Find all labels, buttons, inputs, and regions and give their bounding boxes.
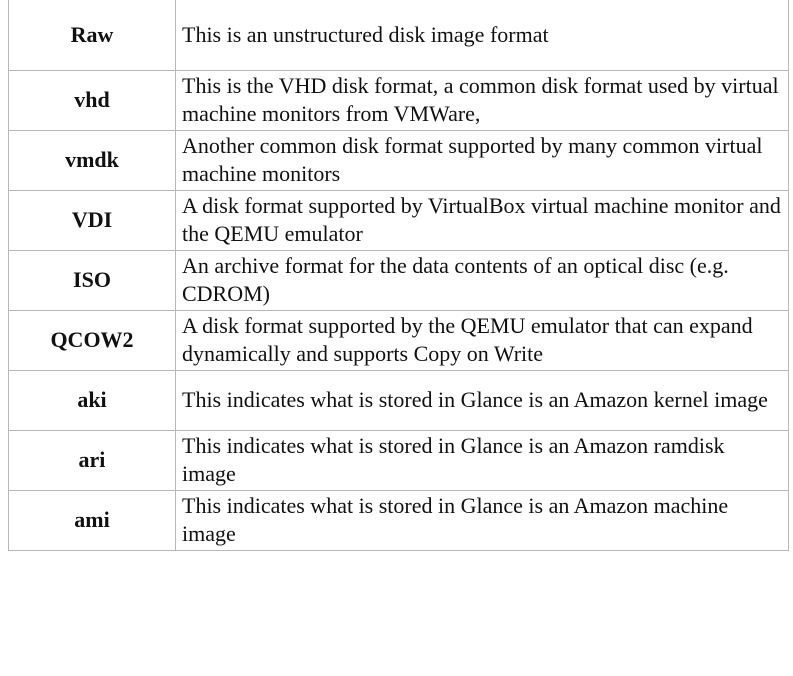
description-cell: A disk format supported by the QEMU emulator that can expand dynamically and supports Copy on Write	[176, 310, 789, 370]
table-row	[9, 370, 789, 430]
description-cell: Another common disk format supported by many common virtual machine monitors	[176, 130, 789, 190]
format-cell: vmdk	[9, 130, 176, 190]
format-cell: QCOW2	[9, 310, 176, 370]
description-cell: This is an unstructured disk image format	[176, 0, 789, 70]
table-row	[9, 430, 789, 490]
description-cell: A disk format supported by VirtualBox virtual machine monitor and the QEMU emulator	[176, 190, 789, 250]
table-row	[9, 310, 789, 370]
table-row	[9, 130, 789, 190]
table-row	[9, 250, 789, 310]
format-cell: ari	[9, 430, 176, 490]
format-cell: Raw	[9, 0, 176, 70]
description-cell: This indicates what is stored in Glance is an Amazon ramdisk image	[176, 430, 789, 490]
format-cell: aki	[9, 370, 176, 430]
table-row	[9, 0, 789, 70]
format-cell: VDI	[9, 190, 176, 250]
description-cell: This is the VHD disk format, a common disk format used by virtual machine monitors from VMWare,	[176, 70, 789, 130]
description-cell: An archive format for the data contents of an optical disc (e.g. CDROM)	[176, 250, 789, 310]
format-cell: ami	[9, 490, 176, 550]
description-cell: This indicates what is stored in Glance is an Amazon kernel image	[176, 370, 789, 430]
table-row	[9, 190, 789, 250]
table-row	[9, 490, 789, 550]
description-cell: This indicates what is stored in Glance is an Amazon machine image	[176, 490, 789, 550]
format-cell: vhd	[9, 70, 176, 130]
format-cell: ISO	[9, 250, 176, 310]
table-row	[9, 70, 789, 130]
disk-format-table	[8, 0, 789, 551]
